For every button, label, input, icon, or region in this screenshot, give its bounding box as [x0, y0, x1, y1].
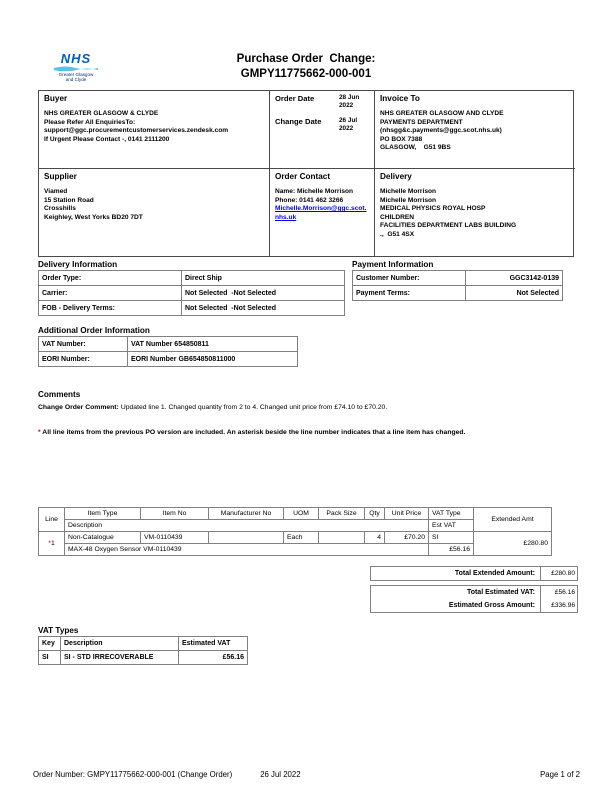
delivery-header: Delivery [380, 172, 412, 181]
total-extended-row [371, 567, 577, 580]
vat-number-label: VAT Number: [39, 337, 128, 352]
buyer-name: NHS GREATER GLASGOW & CLYDE [44, 110, 159, 117]
col-line: Line [39, 508, 65, 532]
supplier-town: Crosshills [44, 205, 76, 213]
eori-number-label: EORI Number: [39, 352, 128, 367]
total-extended-label: Total Extended Amount: [454, 570, 535, 577]
item-est-vat: £56.16 [429, 544, 474, 556]
note-text: All line items from the previous PO version are included. An asterisk beside the line number indicates that a line item has changed. [40, 429, 466, 436]
dates-section [269, 91, 374, 168]
col-item-no: Item No [141, 508, 209, 520]
supplier-header: Supplier [44, 172, 77, 181]
fob-label: FOB - Delivery Terms: [39, 301, 182, 316]
order-contact-section [269, 168, 374, 256]
gross-amount-row [371, 599, 577, 612]
item-type: Non-Catalogue [65, 532, 141, 544]
item-qty: 4 [365, 532, 385, 544]
gross-amount-label: Estimated Gross Amount: [448, 602, 535, 609]
delivery-info-table [38, 270, 345, 316]
invoice-to-city: GLASGOW, G51 9BS [380, 144, 451, 152]
vat-estimated-header: Estimated VAT [179, 637, 248, 651]
item-pack-size [319, 532, 365, 544]
item-manufacturer-no [209, 532, 284, 544]
item-unit-price: £70.20 [385, 532, 429, 544]
supplier-section [39, 168, 269, 256]
table-row [39, 337, 298, 352]
nhs-logo-text: NHS [60, 51, 92, 66]
page-footer [33, 770, 580, 779]
col-pack-size: Pack Size [319, 508, 365, 520]
footer-order-number: Order Number: GMPY11775662-000-001 (Change Order) [33, 770, 233, 779]
order-contact-email-link[interactable]: Michelle.Morrison@ggc.scot.nhs.uk [275, 205, 367, 221]
buyer-urgent-contact: If Urgent Please Contact -, 0141 2111200 [44, 135, 170, 143]
delivery-contact-1: Michelle Morrison [380, 188, 437, 195]
table-row [39, 271, 345, 286]
table-row [39, 352, 298, 367]
col-unit-price: Unit Price [385, 508, 429, 520]
vat-number-value: VAT Number 654850811 [128, 337, 298, 352]
buyer-support-email: support@ggc.procurementcustomerservices.zendesk.com [44, 127, 229, 135]
table-row [39, 286, 345, 301]
customer-number-value: GGC3142-0139 [466, 271, 563, 286]
total-vat-value: £56.16 [540, 586, 577, 599]
comments-title: Comments [38, 390, 81, 399]
buyer-section [39, 91, 269, 168]
col-manufacturer-no: Manufacturer No [209, 508, 284, 520]
item-line-number: *1 [39, 532, 65, 556]
footer-page-number: Page 1 of 2 [540, 770, 580, 779]
col-uom: UOM [284, 508, 319, 520]
payment-terms-value: Not Selected [466, 286, 563, 301]
order-type-value: Direct Ship [182, 271, 345, 286]
vat-estimated-value: £56.16 [179, 651, 248, 665]
col-item-type: Item Type [65, 508, 141, 520]
col-extended-amt: Extended Amt [474, 508, 552, 532]
order-header-table [38, 90, 574, 257]
table-row [39, 301, 345, 316]
note-asterisk: * [38, 429, 41, 436]
comments-section [38, 390, 578, 436]
order-type-label: Order Type: [39, 271, 182, 286]
change-date-label: Change Date [275, 117, 322, 127]
items-header-row-1 [39, 508, 552, 520]
buyer-header: Buyer [44, 94, 68, 103]
invoice-to-section [374, 91, 575, 168]
change-order-comment [38, 403, 578, 412]
total-extended-box [370, 566, 578, 581]
vat-key-header: Key [39, 637, 61, 651]
payment-terms-label: Payment Terms: [353, 286, 466, 301]
col-est-vat: Est VAT [429, 520, 474, 532]
total-vat-row [371, 586, 577, 599]
delivery-dept-2: CHILDREN [380, 213, 415, 221]
order-date-label: Order Date [275, 94, 315, 103]
carrier-label: Carrier: [39, 286, 182, 301]
col-qty: Qty [365, 508, 385, 520]
change-note [38, 429, 578, 436]
nhs-org-name: Greater Glasgow and Clyde [58, 72, 94, 83]
additional-info-title: Additional Order Information [38, 326, 150, 335]
item-uom: Each [284, 532, 319, 544]
delivery-postcode: ., G51 4SX [380, 230, 415, 238]
supplier-city-postcode: Keighley, West Yorks BD20 7DT [44, 213, 143, 221]
total-vat-gross-box [370, 585, 578, 613]
item-extended-amt: £280.80 [474, 532, 552, 556]
delivery-building: FACILITIES DEPARTMENT LABS BUILDING [380, 222, 517, 230]
supplier-street: 15 Station Road [44, 196, 94, 204]
vat-types-table [38, 636, 248, 665]
line-items-table [38, 507, 552, 556]
invoice-to-department: PAYMENTS DEPARTMENT [380, 118, 463, 126]
table-row [353, 271, 563, 286]
payment-info-table [352, 270, 563, 301]
item-description: MAX-48 Oxygen Sensor VM-0110439 [65, 544, 429, 556]
eori-number-value: EORI Number GB654850811000 [128, 352, 298, 367]
vat-types-header-row [39, 637, 248, 651]
delivery-dept: MEDICAL PHYSICS ROYAL HOSP [380, 205, 486, 213]
payment-info-title: Payment Information [352, 260, 434, 269]
vat-description-value: SI - STD IRRECOVERABLE [61, 651, 179, 665]
delivery-section [374, 168, 575, 256]
delivery-contact-2: Michelle Morrison [380, 196, 437, 204]
vat-types-title: VAT Types [38, 626, 79, 635]
col-description: Description [65, 520, 429, 532]
fob-value: Not Selected -Not Selected [182, 301, 345, 316]
invoice-to-email: (nhsgg&c.payments@ggc.scot.nhs.uk) [380, 127, 502, 135]
vat-key-value: SI [39, 651, 61, 665]
invoice-to-pobox: PO BOX 7388 [380, 135, 423, 143]
customer-number-label: Customer Number: [353, 271, 466, 286]
invoice-to-header: Invoice To [380, 94, 420, 103]
comment-text: Updated line 1. Changed quantity from 2 to 4. Changed unit price from £74.10 to £70.20. [120, 404, 388, 411]
order-contact-name: Name: Michelle Morrison [275, 188, 354, 195]
order-date-row [275, 94, 369, 109]
col-vat-type: VAT Type [429, 508, 474, 520]
vat-description-header: Description [61, 637, 179, 651]
page-title [0, 52, 612, 82]
table-row [39, 651, 248, 665]
buyer-enquiries-line: Please Refer All EnquiriesTo: [44, 118, 136, 126]
footer-date: 26 Jul 2022 [260, 770, 301, 779]
table-row [353, 286, 563, 301]
supplier-name: Viamed [44, 188, 68, 195]
page-title-line2: GMPY11775662-000-001 [240, 68, 372, 80]
change-date-value: 26 Jul 2022 [339, 117, 358, 132]
item-no: VM-0110439 [141, 532, 209, 544]
order-contact-header: Order Contact [275, 172, 331, 181]
total-extended-value: £280.80 [540, 567, 577, 580]
page-title-line1: Purchase Order Change: [236, 53, 376, 65]
comment-label: Change Order Comment: [38, 404, 119, 411]
additional-info-table [38, 336, 298, 367]
item-row-main [39, 532, 552, 544]
total-vat-label: Total Estimated VAT: [466, 589, 535, 596]
line-changed-asterisk: * [48, 540, 51, 547]
item-vat-type: SI [429, 532, 474, 544]
invoice-to-name: NHS GREATER GLASGOW AND CLYDE [380, 110, 504, 117]
carrier-value: Not Selected -Not Selected [182, 286, 345, 301]
order-contact-phone: Phone: 0141 462 3266 [275, 196, 344, 204]
delivery-info-title: Delivery Information [38, 260, 118, 269]
order-date-value: 28 Jun 2022 [339, 94, 360, 109]
change-date-row [275, 117, 369, 132]
gross-amount-value: £336.96 [540, 599, 577, 612]
